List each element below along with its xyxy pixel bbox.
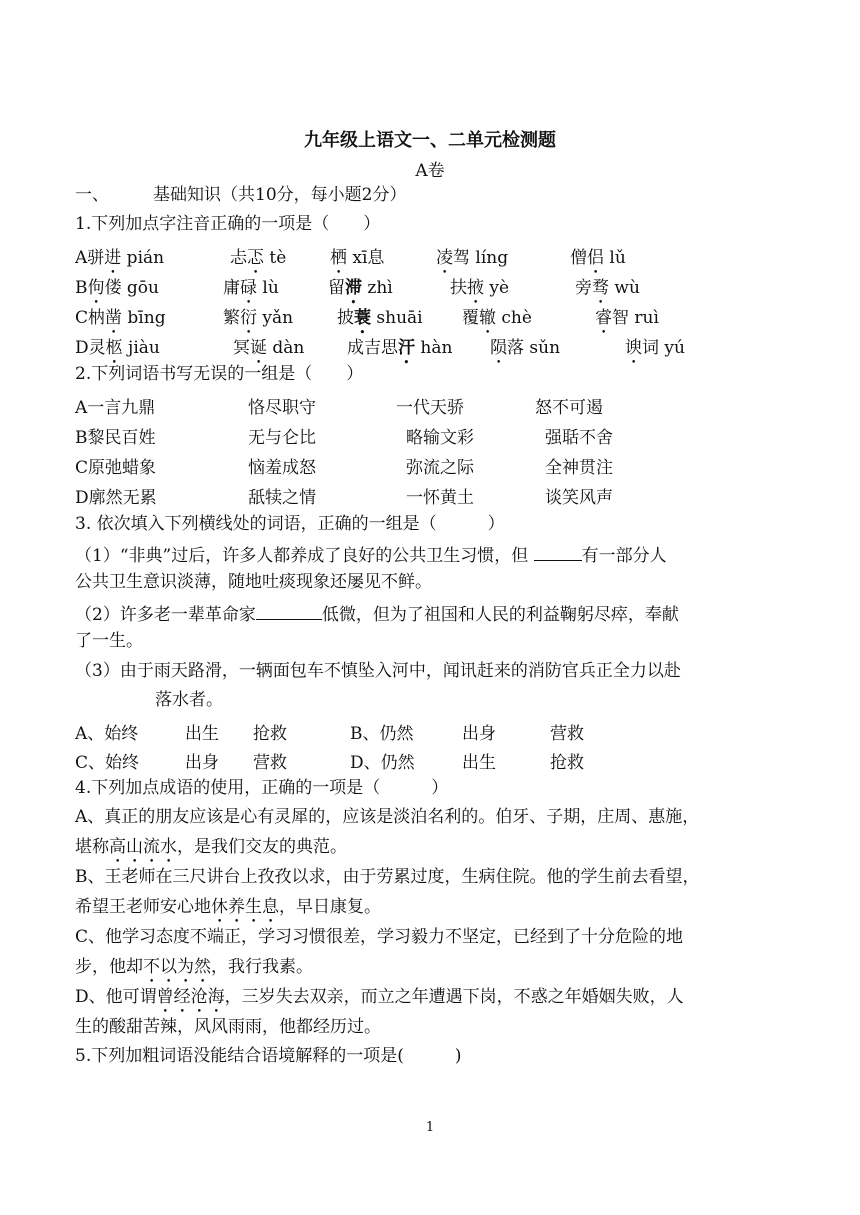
q1-d-2: 冥诞 dàn bbox=[233, 338, 305, 358]
q3-blank-1[interactable] bbox=[534, 542, 582, 561]
q4-b-line2: 希望王老师安心地休养生息，早日康复。 bbox=[75, 897, 381, 917]
q5-stem: 5.下列加粗词语没能结合语境解释的一项是( ) bbox=[75, 1046, 462, 1066]
q4-b-line1: B、王老师在三尺讲台上孜孜以求，由于劳累过度，生病住院。他的学生前去看望， bbox=[75, 867, 700, 887]
q4-d-line1: D、他可谓曾经沧海，三岁失去双亲，而立之年遭遇下岗，不惑之年婚姻失败，人 bbox=[75, 987, 684, 1007]
q1-b-2: 庸碌 lù bbox=[223, 278, 279, 298]
q3-sentence-3: （3）由于雨天路滑，一辆面包车不慎坠入河中，闻讯赶来的消防官兵正全力以赴 bbox=[75, 661, 681, 681]
q1-b-4: 扶掖 yè bbox=[450, 278, 510, 298]
q1-d-3: 成吉思汗 hàn bbox=[347, 338, 453, 358]
q3-opt-d-2: 出生 bbox=[462, 753, 496, 773]
q2-a-4: 怒不可遏 bbox=[535, 398, 603, 418]
q3-opt-c-1: C、始终 bbox=[75, 753, 140, 773]
q2-b-3: 略输文彩 bbox=[406, 428, 474, 448]
q3-sentence-2: （2）许多老一辈革命家 低微，但为了祖国和人民的利益鞠躬尽瘁，奉献 bbox=[75, 601, 679, 626]
q4-c-line1: C、他学习态度不端正，学习习惯很差，学习毅力不坚定，已经到了十分危险的地 bbox=[75, 927, 684, 947]
q2-d-4: 谈笑风声 bbox=[545, 488, 613, 508]
q1-a-3: 栖 xī息 bbox=[330, 248, 385, 268]
q4-a-line2: 堪称高山流水，是我们交友的典范。 bbox=[75, 837, 347, 857]
q4-c-idiom: 不以为然 bbox=[143, 957, 211, 977]
q3-opt-a-2: 出生 bbox=[185, 724, 219, 744]
q1-a-5: 僧侣 lǔ bbox=[570, 248, 626, 268]
q1-a-4: 凌驾 líng bbox=[436, 248, 509, 268]
q1-stem: 1.下列加点字注音正确的一项是（ ） bbox=[75, 214, 381, 234]
q2-a-1: A一言九鼎 bbox=[75, 398, 156, 418]
q1-c-2: 繁衍 yǎn bbox=[223, 308, 294, 328]
q3-sentence-3-cont: 落水者。 bbox=[155, 690, 223, 710]
page-title: 九年级上语文一、二单元检测题 bbox=[304, 130, 556, 151]
q3-opt-d-3: 抢救 bbox=[550, 753, 584, 773]
q4-a-idiom: 高山流水 bbox=[109, 837, 177, 857]
q2-b-1: B黎民百姓 bbox=[75, 428, 156, 448]
part1-heading: 一、 基础知识（共10分，每小题2分） bbox=[75, 185, 407, 205]
q2-c-1: C原弛蜡象 bbox=[75, 458, 157, 478]
q2-b-4: 强聒不舍 bbox=[545, 428, 613, 448]
q4-d-idiom: 曾经沧海 bbox=[156, 987, 225, 1007]
q1-c-1: C枘凿 bīng bbox=[75, 308, 166, 328]
q2-c-2: 恼羞成怒 bbox=[248, 458, 316, 478]
section-label: A卷 bbox=[415, 161, 445, 181]
q3-opt-b-2: 出身 bbox=[462, 724, 496, 744]
q3-opt-d-1: D、仍然 bbox=[350, 753, 415, 773]
q1-a-2: 忐忑 tè bbox=[230, 248, 287, 268]
q1-d-1: D灵柩 jiàu bbox=[75, 338, 160, 358]
q2-c-4: 全神贯注 bbox=[545, 458, 613, 478]
q3-sentence-1-cont: 公共卫生意识淡薄，随地吐痰现象还屡见不鲜。 bbox=[75, 572, 432, 592]
q4-stem: 4.下列加点成语的使用，正确的一项是（ ） bbox=[75, 778, 449, 798]
q4-a-line1: A、真正的朋友应该是心有灵犀的，应该是淡泊名利的。伯牙、子期，庄周、惠施， bbox=[75, 807, 700, 827]
q1-b-3: 留滞 zhì bbox=[328, 278, 393, 298]
q3-opt-c-3: 营救 bbox=[253, 753, 287, 773]
q3-opt-a-1: A、始终 bbox=[75, 724, 139, 744]
q3-opt-b-1: B、仍然 bbox=[350, 724, 414, 744]
q2-a-3: 一代天骄 bbox=[396, 398, 464, 418]
q3-opt-a-3: 抢救 bbox=[253, 724, 287, 744]
q2-d-2: 舐犊之情 bbox=[248, 488, 316, 508]
q3-opt-b-3: 营救 bbox=[550, 724, 584, 744]
q1-a-1: A骈进 pián bbox=[75, 248, 165, 268]
q2-d-1: D廓然无累 bbox=[75, 488, 157, 508]
q1-b-5: 旁骛 wù bbox=[575, 278, 640, 298]
page-number: 1 bbox=[425, 1120, 435, 1135]
q3-stem: 3. 依次填入下列横线处的词语，正确的一组是（ ） bbox=[75, 514, 505, 534]
q1-d-4: 陨落 sǔn bbox=[490, 338, 561, 358]
q1-c-4: 覆辙 chè bbox=[462, 308, 532, 328]
q3-blank-2[interactable] bbox=[256, 601, 322, 620]
q4-d-line2: 生的酸甜苦辣，风风雨雨，他都经历过。 bbox=[75, 1017, 381, 1037]
q4-b-idiom: 休养生息 bbox=[211, 897, 279, 917]
q1-c-5: 睿智 ruì bbox=[595, 308, 659, 328]
q1-d-5: 谀词 yú bbox=[625, 338, 685, 358]
q1-c-3: 披蓑 shuāi bbox=[337, 308, 423, 328]
q2-b-2: 无与仑比 bbox=[248, 428, 316, 448]
q4-c-line2: 步，他却不以为然，我行我素。 bbox=[75, 957, 313, 977]
q2-d-3: 一怀黄土 bbox=[406, 488, 474, 508]
q2-c-3: 弥流之际 bbox=[406, 458, 474, 478]
q3-sentence-1: （1）“非典”过后，许多人都养成了良好的公共卫生习惯，但 有一部分人 bbox=[75, 542, 667, 567]
q1-b-1: B佝偻 gōu bbox=[75, 278, 159, 298]
q2-stem: 2.下列词语书写无误的一组是（ ） bbox=[75, 364, 364, 384]
q3-sentence-2-cont: 了一生。 bbox=[75, 631, 143, 651]
q3-opt-c-2: 出身 bbox=[185, 753, 219, 773]
q2-a-2: 恪尽职守 bbox=[248, 398, 316, 418]
